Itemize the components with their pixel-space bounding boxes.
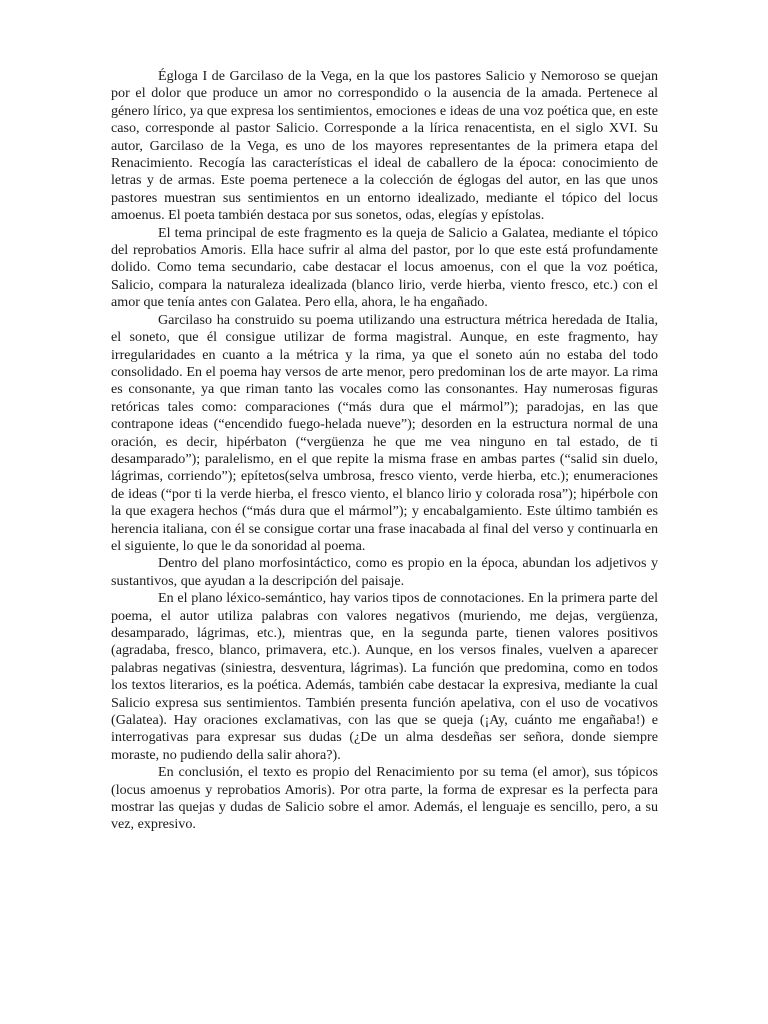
paragraph-lexical-semantic: En el plano léxico-semántico, hay varios tipos de connotaciones. En la primera parte del poema, el autor utiliza palabras con valores negativos (muriendo, me dejas, vergüenza, desamparado, lágrimas, etc.), mientras que, en la segunda parte, tienen valores positivos (agradaba, fresco, blanco, primavera, etc.). Aunque, en los versos finales, vuelven a aparecer palabras negativas (siniestra, desventura, lágrimas). La función que predomina, como en todos los textos literarios, es la poética. Además, también cabe destacar la expresiva, mediante la cual Salicio expresa sus sentimientos. También presenta función apelativa, con el uso de vocativos (Galatea). Hay oraciones exclamativas, con las que se queja (¡Ay, cuánto me engañaba!) e interrogativas para expresar sus dudas (¿De un alma desdeñas ser señora, donde siempre moraste, no pudiendo della salir ahora?). [111, 590, 658, 763]
document-page [111, 68, 658, 834]
paragraph-introduction: Égloga I de Garcilaso de la Vega, en la que los pastores Salicio y Nemoroso se quejan por el dolor que produce un amor no correspondido o la ausencia de la amada. Pertenece al género lírico, ya que expresa los sentimientos, emociones e ideas de una voz poética que, en este caso, corresponde al pastor Salicio. Corresponde a la lírica renacentista, en el siglo XVI. Su autor, Garcilaso de la Vega, es uno de los mayores representantes de la primera etapa del Renacimiento. Recogía las características el ideal de caballero de la época: conocimiento de letras y de armas. Este poema pertenece a la colección de églogas del autor, en las que unos pastores muestran sus sentimientos en un entorno idealizado, mediante el tópico del locus amoenus. El poeta también destaca por sus sonetos, odas, elegías y epístolas. [111, 68, 658, 224]
paragraph-conclusion: En conclusión, el texto es propio del Renacimiento por su tema (el amor), sus tópicos (locus amoenus y reprobatios Amoris). Por otra parte, la forma de expresar es la perfecta para mostrar las quejas y dudas de Salicio sobre el amor. Además, el lenguaje es sencillo, pero, a su vez, expresivo. [111, 764, 658, 833]
paragraph-metrics-and-figures: Garcilaso ha construido su poema utilizando una estructura métrica heredada de Italia, el soneto, que él consigue utilizar de forma magistral. Aunque, en este fragmento, hay irregularidades en cuanto a la métrica y la rima, ya que el soneto aún no estaba del todo consolidado. En el poema hay versos de arte menor, pero predominan los de arte mayor. La rima es consonante, ya que riman tanto las vocales como las consonantes. Hay numerosas figuras retóricas tales como: comparaciones (“más dura que el mármol”); paradojas, en las que contrapone ideas (“encendido fuego-helada nueve”); desorden en la estructura normal de una oración, es decir, hipérbaton (“vergüenza he que me vea ninguno en tal estado, de ti desamparado”); paralelismo, en el que repite la misma frase en ambas partes (“salid sin duelo, lágrimas, corriendo”); epítetos(selva umbrosa, fresco viento, verde hierba, etc.); enumeraciones de ideas (“por ti la verde hierba, el fresco viento, el blanco lirio y colorada rosa”); hipérbole con la que exagera hechos (“más dura que el mármol”); y encabalgamiento. Este último también es herencia italiana, con él se consigue cortar una frase inacabada al final del verso y continuarla en el siguiente, lo que le da sonoridad al poema. [111, 311, 658, 554]
paragraph-theme: El tema principal de este fragmento es la queja de Salicio a Galatea, mediante el tópico del reprobatios Amoris. Ella hace sufrir al alma del pastor, por lo que este está profundamente dolido. Como tema secundario, cabe destacar el locus amoenus, con el que la voz poética, Salicio, compara la naturaleza idealizada (blanco lirio, verde hierba, viento fresco, etc.) con el amor que tenía antes con Galatea. Pero ella, ahora, le ha engañado. [111, 224, 658, 311]
paragraph-morphosyntactic: Dentro del plano morfosintáctico, como es propio en la época, abundan los adjetivos y sustantivos, que ayudan a la descripción del paisaje. [111, 555, 658, 589]
